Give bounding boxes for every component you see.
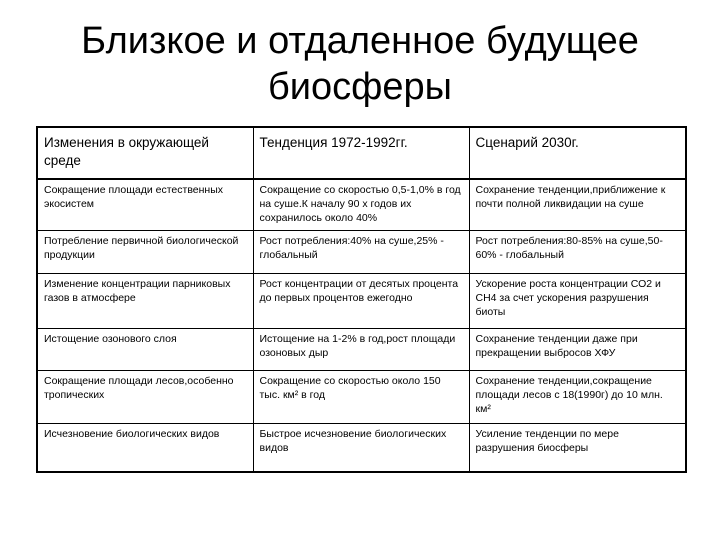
cell-change: Сокращение площади лесов,особенно тропических (37, 371, 253, 424)
cell-change: Истощение озонового слоя (37, 329, 253, 371)
slide-title (40, 18, 680, 110)
table-row (37, 231, 686, 274)
header-trend-1972-1992: Тенденция 1972-1992гг. (253, 127, 469, 179)
cell-trend: Рост концентрации от десятых процента до первых процентов ежегодно (253, 274, 469, 329)
cell-trend: Истощение на 1-2% в год,рост площади озоновых дыр (253, 329, 469, 371)
cell-scenario: Усиление тенденции по мере разрушения биосферы (469, 424, 686, 473)
header-changes: Изменения в окружающей среде (37, 127, 253, 179)
cell-scenario: Сохранение тенденции даже при прекращении выбросов ХФУ (469, 329, 686, 371)
cell-scenario: Сохранение тенденции,приближение к почти полной ликвидации на суше (469, 179, 686, 231)
cell-scenario: Ускорение роста концентрации СО2 и СН4 за счет ускорения разрушения биоты (469, 274, 686, 329)
cell-change: Исчезновение биологических видов (37, 424, 253, 473)
cell-change: Изменение концентрации парниковых газов в атмосфере (37, 274, 253, 329)
cell-trend: Сокращение со скоростью 0,5-1,0% в год на суше.К началу 90 х годов их сохранилось около 40% (253, 179, 469, 231)
cell-trend: Сокращение со скоростью около 150 тыс. км² в год (253, 371, 469, 424)
cell-change: Сокращение площади естественных экосистем (37, 179, 253, 231)
table-row (37, 179, 686, 231)
cell-scenario: Сохранение тенденции,сокращение площади лесов с 18(1990г) до 10 млн. км² (469, 371, 686, 424)
biosphere-future-table (36, 126, 687, 473)
header-scenario-2030: Сценарий 2030г. (469, 127, 686, 179)
cell-scenario: Рост потребления:80-85% на суше,50-60% - глобальный (469, 231, 686, 274)
table-row (37, 424, 686, 473)
table-row (37, 329, 686, 371)
table-row (37, 371, 686, 424)
slide-title-line-2: биосферы (268, 66, 452, 108)
table-row (37, 274, 686, 329)
table-header-row (37, 127, 686, 179)
slide-title-line-1: Близкое и отдаленное будущее (81, 20, 639, 62)
cell-change: Потребление первичной биологической продукции (37, 231, 253, 274)
cell-trend: Быстрое исчезновение биологических видов (253, 424, 469, 473)
cell-trend: Рост потребления:40% на суше,25% - глобальный (253, 231, 469, 274)
